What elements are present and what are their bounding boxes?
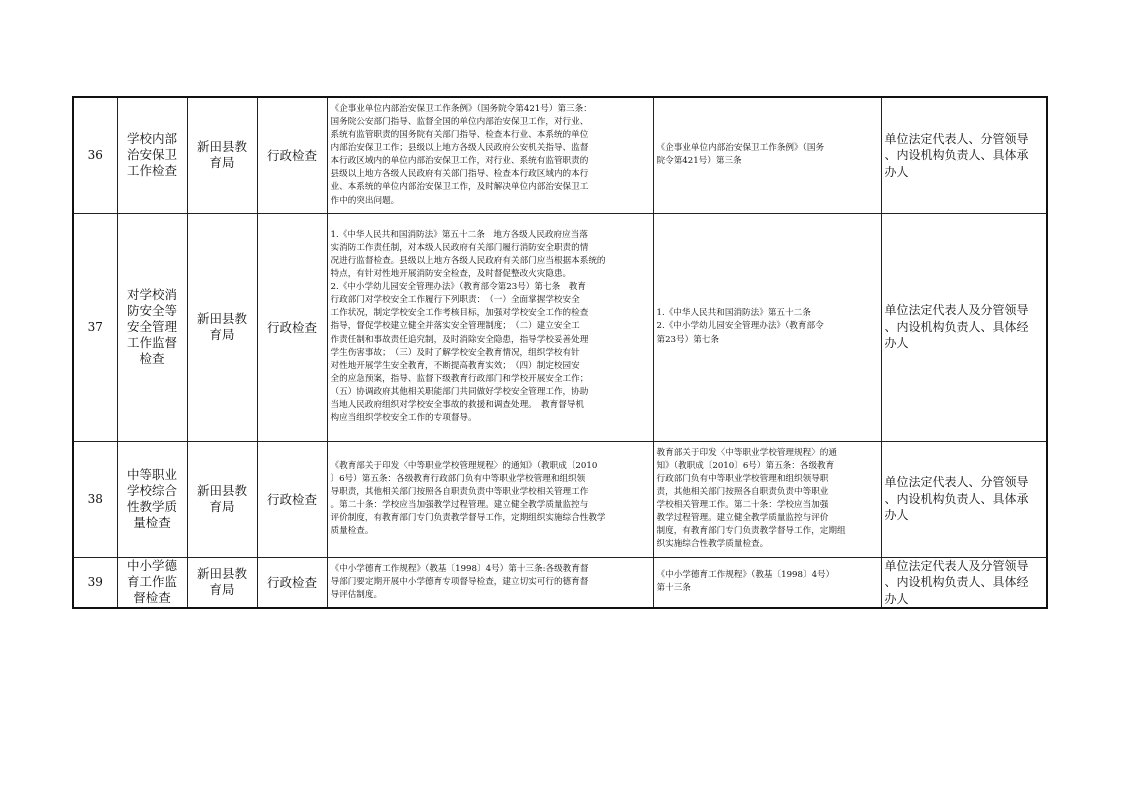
table-row (73, 213, 1047, 441)
department-cell: 新田县教 育局 (187, 441, 257, 557)
basis-text-cell: 《教育部关于印发〈中等职业学校管理规程〉的通知》（教职成〔2010 〕6号）第五条：各级教育行政部门负有中等职业学校管理和组织领 导职责，其他相关部门按照各自职责负责中等职业学校相关管理工作 。第二十条：学校应当加强教学过程管理。建立健全教学质量监控与 评价制度，有教育部门专门负责教学督导工作，定期组织实施综合性教学 质量检查。 (327, 441, 653, 557)
department-cell: 新田县教 育局 (187, 97, 257, 213)
legal-reference-cell: 《企事业单位内部治安保卫工作条例》（国务 院令第421号）第三条 (653, 97, 881, 213)
category-cell: 行政检查 (257, 557, 327, 608)
inspection-item-name: 对学校消 防安全等 安全管理 工作监督 检查 (117, 213, 187, 441)
inspection-item-name: 中小学德 育工作监 督检查 (117, 557, 187, 608)
legal-reference-cell: 教育部关于印发〈中等职业学校管理规程〉的通 知》（教职成〔2010〕6号）第五条：各级教育 行政部门负有中等职业学校管理和组织领导职 责，其他相关部门按照各自职责负责中等职业 学校相关管理工作。第二十条：学校应当加强 教学过程管理。建立健全教学质量监控与评价 制度，有教育部门专门负责教学督导工作，定期组 织实施综合性教学质量检查。 (653, 441, 881, 557)
department-cell: 新田县教 育局 (187, 557, 257, 608)
category-cell: 行政检查 (257, 441, 327, 557)
responsible-persons-cell: 单位法定代表人及分管领导 、内设机构负责人、具体经 办人 (881, 213, 1047, 441)
basis-text-cell: 1.《中华人民共和国消防法》第五十二条 地方各级人民政府应当落 实消防工作责任制，对本级人民政府有关部门履行消防安全职责的情 况进行监督检查。县级以上地方各级人民政府有关部门应当根据本系统的 特点，有针对性地开展消防安全检查，及时督促整改火灾隐患。 2.《中小学幼儿园安全管理办法》（教育部令第23号）第七条 教育 行政部门对学校安全工作履行下列职责： （一）全面掌握学校安全 工作状况，制定学校安全工作考核目标，加强对学校安全工作的检查 指导，督促学校建立健全并落实安全管理制度； （二）建立安全工 作责任制和事故责任追究制，及时消除安全隐患，指导学校妥善处理 学生伤害事故； （三）及时了解学校安全教育情况，组织学校有针 对性地开展学生安全教育，不断提高教育实效； （四）制定校园安 全的应急预案，指导、监督下级教育行政部门和学校开展安全工作； （五）协调政府其他相关职能部门共同做好学校安全管理工作，协助 当地人民政府组织对学校安全事故的救援和调查处理。 教育督导机 构应当组织学校安全工作的专项督导。 (327, 213, 653, 441)
inspection-items-table (72, 96, 1048, 609)
inspection-item-name: 中等职业 学校综合 性教学质 量检查 (117, 441, 187, 557)
responsible-persons-cell: 单位法定代表人、分管领导 、内设机构负责人、具体承 办人 (881, 441, 1047, 557)
table-row (73, 557, 1047, 608)
basis-text-cell: 《中小学德育工作规程》（教基〔1998〕4号）第十三条:各级教育督 导部门要定期开展中小学德育专项督导检查，建立切实可行的德育督 导评估制度。 (327, 557, 653, 608)
inspection-item-name: 学校内部 治安保卫 工作检查 (117, 97, 187, 213)
row-number: 38 (73, 441, 117, 557)
category-cell: 行政检查 (257, 97, 327, 213)
table-row (73, 97, 1047, 213)
table-row (73, 441, 1047, 557)
basis-text-cell: 《企事业单位内部治安保卫工作条例》（国务院令第421号）第三条： 国务院公安部门指导、监督全国的单位内部治安保卫工作，对行业、 系统有监管职责的国务院有关部门指导、检查本行业、本系统的单位 内部治安保卫工作；县级以上地方各级人民政府公安机关指导、监督 本行政区域内的单位内部治安保卫工作，对行业、系统有监管职责的 县级以上地方各级人民政府有关部门指导、检查本行政区域内的本行 业、本系统的单位内部治安保卫工作，及时解决单位内部治安保卫工 作中的突出问题。 (327, 97, 653, 213)
responsible-persons-cell: 单位法定代表人及分管领导 、内设机构负责人、具体经 办人 (881, 557, 1047, 608)
row-number: 37 (73, 213, 117, 441)
department-cell: 新田县教 育局 (187, 213, 257, 441)
category-cell: 行政检查 (257, 213, 327, 441)
row-number: 39 (73, 557, 117, 608)
row-number: 36 (73, 97, 117, 213)
legal-reference-cell: 1.《中华人民共和国消防法》第五十二条 2.《中小学幼儿园安全管理办法》（教育部令 第23号）第七条 (653, 213, 881, 441)
responsible-persons-cell: 单位法定代表人、分管领导 、内设机构负责人、具体承 办人 (881, 97, 1047, 213)
legal-reference-cell: 《中小学德育工作规程》（教基〔1998〕4号） 第十三条 (653, 557, 881, 608)
